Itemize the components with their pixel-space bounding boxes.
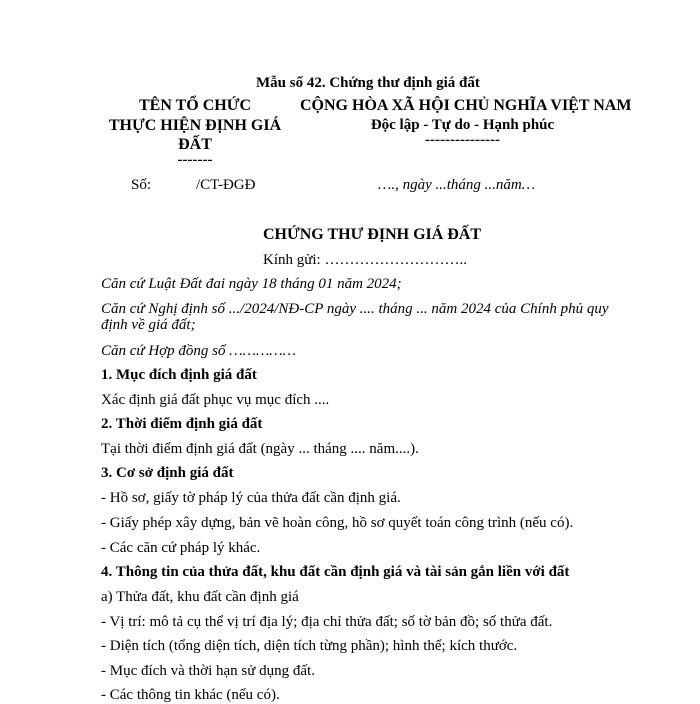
- legal-basis-1: Căn cứ Luật Đất đai ngày 18 tháng 01 năm 2024;: [101, 276, 402, 292]
- section-line: - Diện tích (tổng diện tích, diện tích từng phần); hình thể; kích thước.: [101, 638, 518, 654]
- number-label: Số:: [131, 177, 152, 193]
- legal-basis-2-cont: định về giá đất;: [101, 317, 196, 333]
- section-line: - Mục đích và thời hạn sử dụng đất.: [101, 663, 315, 679]
- org-name-line3: ĐẤT: [178, 136, 212, 153]
- section-heading: 1. Mục đích định giá đất: [101, 367, 257, 383]
- org-name-line1: TÊN TỔ CHỨC: [138, 97, 251, 114]
- section-line: - Hồ sơ, giấy tờ pháp lý của thửa đất cần định giá.: [101, 490, 401, 506]
- number-code: /CT-ĐGĐ: [196, 177, 256, 193]
- legal-basis-3: Căn cứ Hợp đồng số ……………: [101, 343, 296, 359]
- national-motto: Độc lập - Tự do - Hạnh phúc: [370, 117, 555, 133]
- section-line: - Các thông tin khác (nếu có).: [101, 687, 280, 703]
- org-name-line2: THỰC HIỆN ĐỊNH GIÁ: [108, 117, 282, 134]
- section-line: Xác định giá đất phục vụ mục đích ....: [101, 392, 330, 408]
- date-line: …., ngày ...tháng ...năm…: [378, 177, 536, 193]
- section-heading: 2. Thời điểm định giá đất: [101, 416, 263, 432]
- org-rule: -------: [177, 152, 213, 168]
- section-line: a) Thửa đất, khu đất cần định giá: [101, 589, 299, 605]
- section-line: - Vị trí: mô tả cụ thể vị trí địa lý; địa chỉ thửa đất; số tờ bản đồ; số thửa đất.: [101, 614, 553, 630]
- legal-basis-2: Căn cứ Nghị định số .../2024/NĐ-CP ngày .... tháng ... năm 2024 của Chính phủ quy: [101, 301, 609, 317]
- section-line: - Giấy phép xây dựng, bản vẽ hoàn công, hồ sơ quyết toán công trình (nếu có).: [101, 515, 574, 531]
- recipient-line: Kính gửi: ………………………..: [263, 252, 467, 268]
- section-line: - Các căn cứ pháp lý khác.: [101, 540, 261, 556]
- section-heading: 3. Cơ sở định giá đất: [101, 465, 234, 481]
- motto-rule: ---------------: [425, 132, 500, 148]
- section-line: Tại thời điểm định giá đất (ngày ... tháng .... năm....).: [101, 441, 419, 457]
- section-heading: 4. Thông tin của thửa đất, khu đất cần định giá và tài sản gắn liền với đất: [101, 564, 570, 580]
- document-title: CHỨNG THƯ ĐỊNH GIÁ ĐẤT: [263, 226, 482, 243]
- form-title: Mẫu số 42. Chứng thư định giá đất: [256, 75, 480, 91]
- national-title: CỘNG HÒA XÃ HỘI CHỦ NGHĨA VIỆT NAM: [300, 97, 632, 114]
